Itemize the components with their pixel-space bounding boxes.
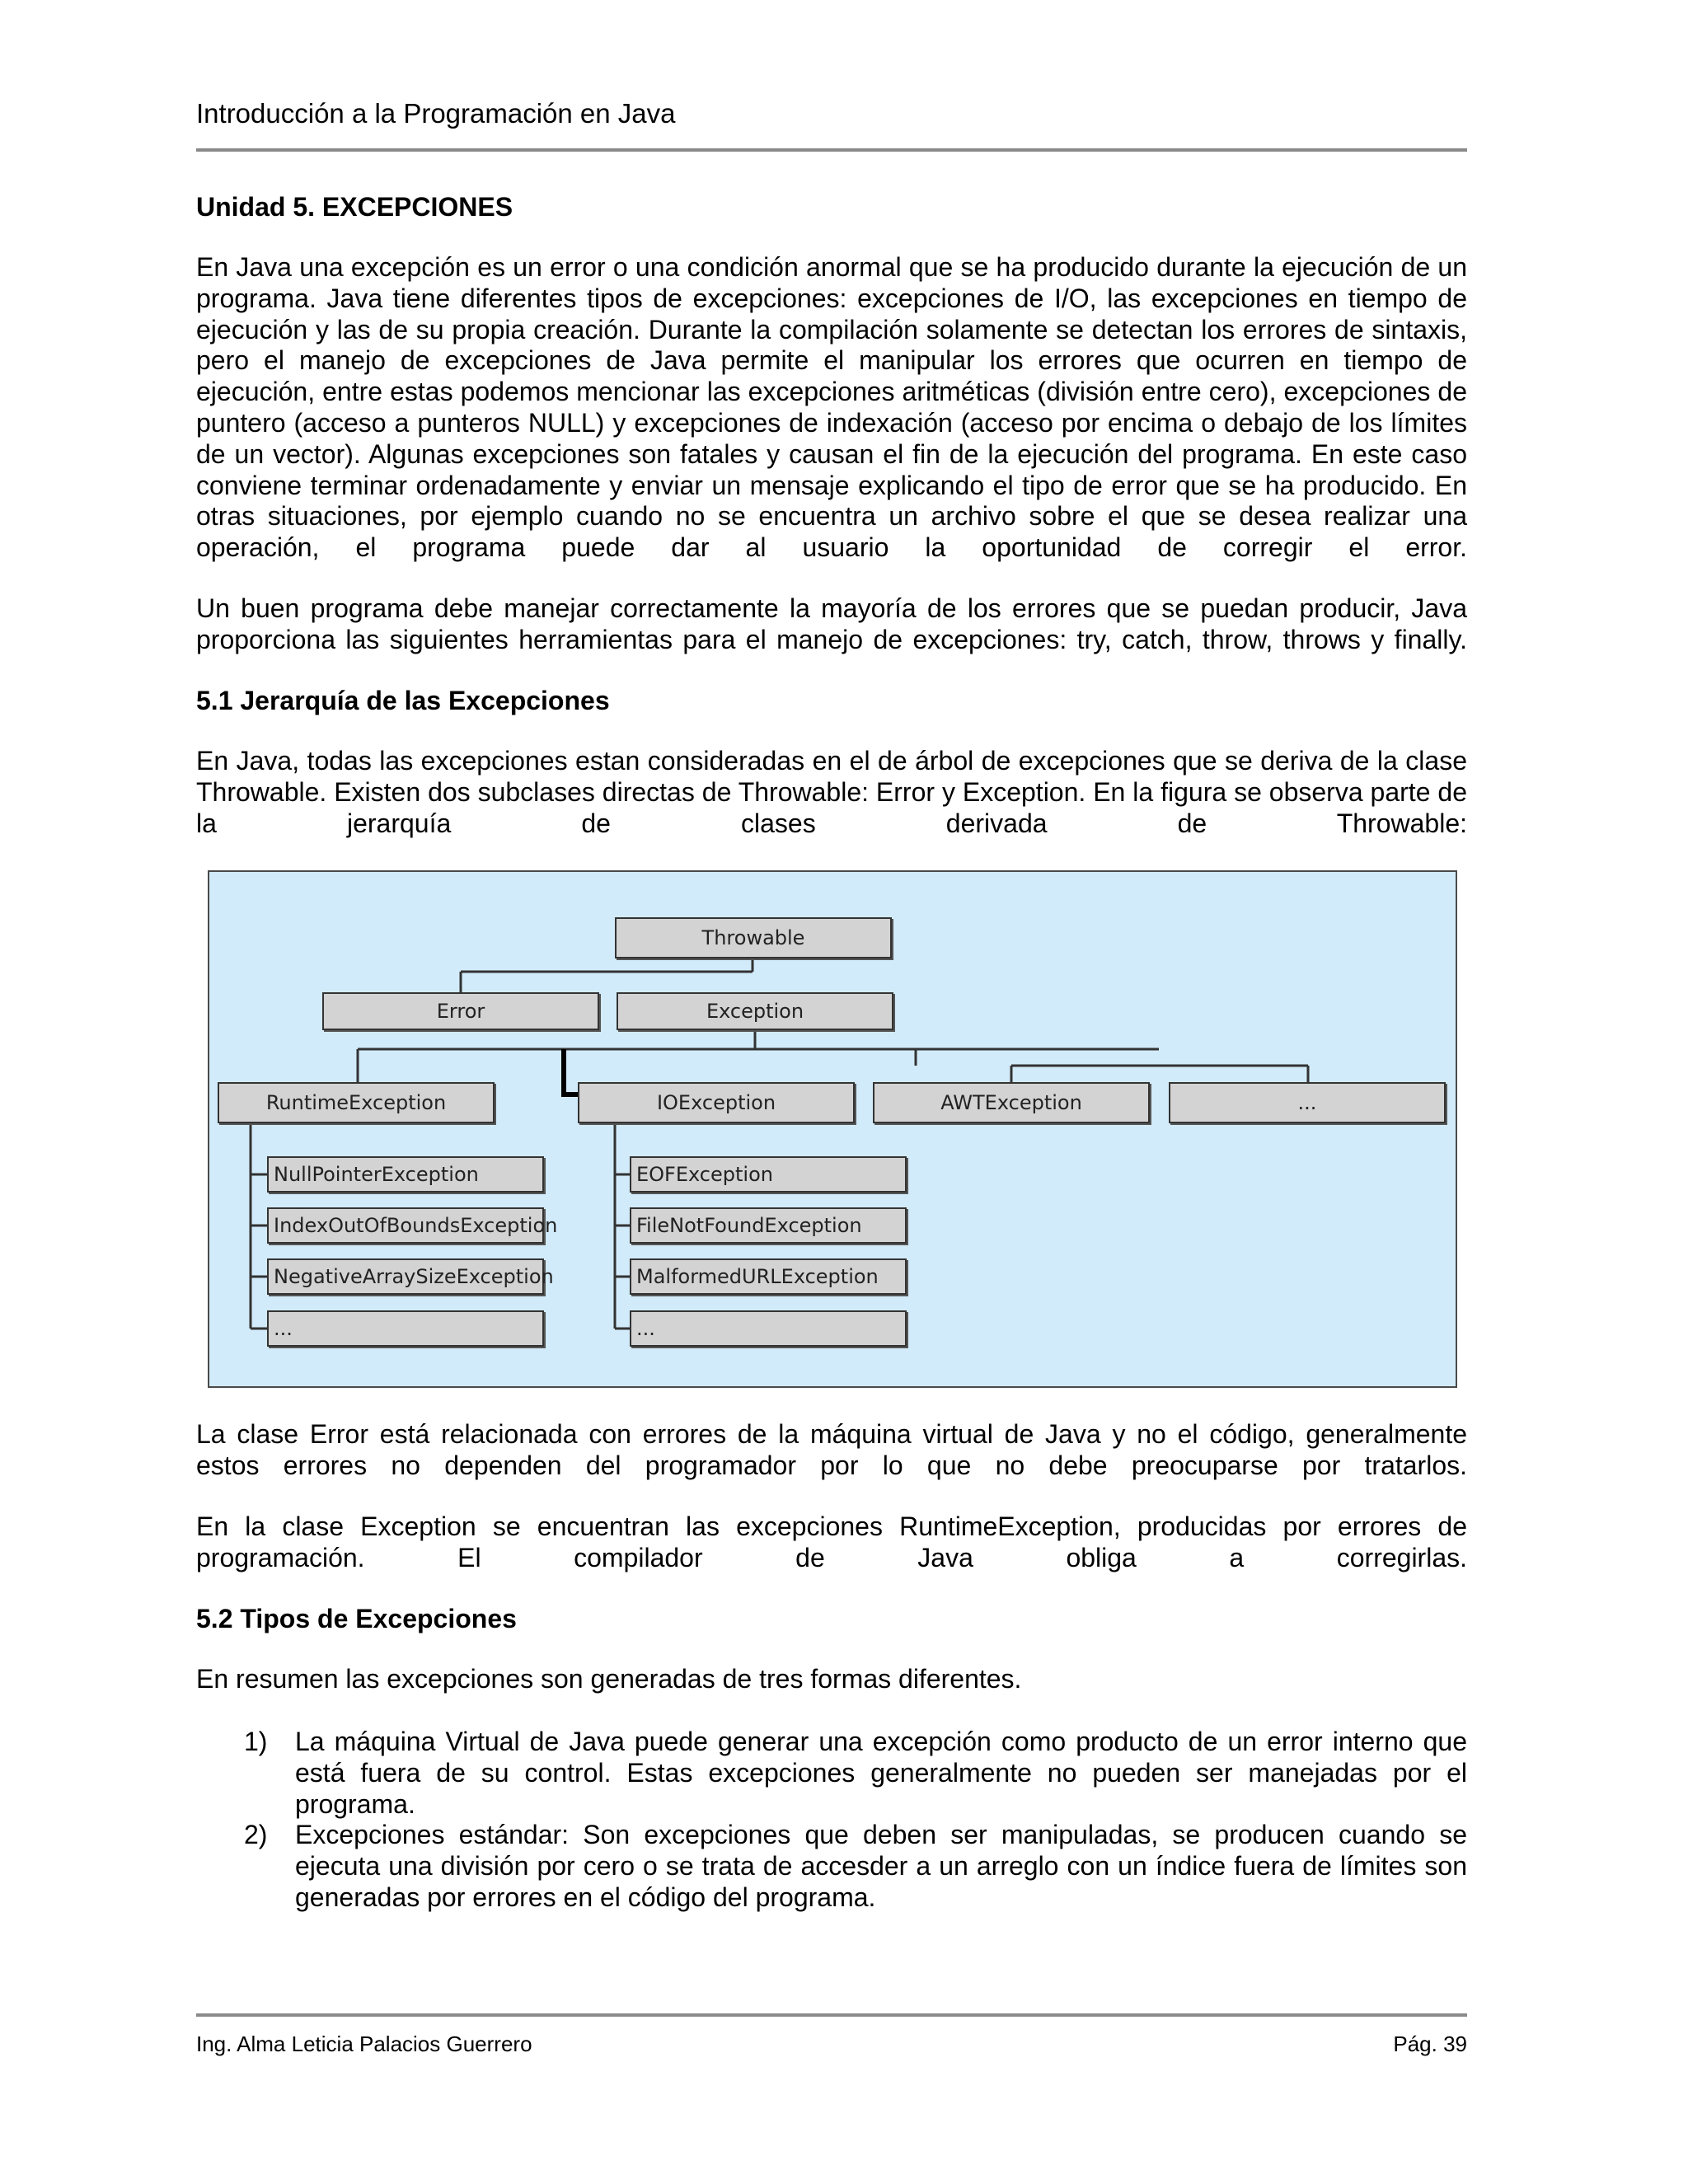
footer-page-number: Pág. 39: [1393, 2032, 1467, 2056]
section-2-intro: En resumen las excepciones son generadas de tres formas diferentes.: [196, 1664, 1022, 1694]
header-rule: [196, 148, 1467, 152]
node-throwable: Throwable: [615, 917, 892, 958]
section-1-paragraph-1: En Java, todas las excepciones estan consideradas en el de árbol de excepciones que se deriva de la clase Throwable. Existen dos subclases directas de Throwable: Error y Exception. En la figura se observa parte de la jerarquía de clases derivada de Throwable:: [196, 746, 1467, 838]
section-1-paragraph-2: La clase Error está relacionada con errores de la máquina virtual de Java y no el código, generalmente estos errores no dependen del programador por lo que no debe preocuparse por tratarlos.: [196, 1419, 1467, 1481]
exception-sources-list: [196, 1727, 1467, 1914]
page-header-title: Introducción a la Programación en Java: [196, 98, 676, 129]
node-awt-exception: AWTException: [873, 1082, 1150, 1123]
footer-rule: [196, 2013, 1467, 2017]
exception-hierarchy-diagram: [208, 870, 1457, 1388]
list-item: [196, 1727, 1467, 1820]
list-item-text: Excepciones estándar: Son excepciones que deben ser manipuladas, se producen cuando se ejecuta una división por cero o se trata de accesder a un arreglo con un índice fuera de límites son generadas por errores en el código del programa.: [295, 1820, 1467, 1912]
node-io-more: ...: [630, 1310, 907, 1347]
unit-title: Unidad 5. EXCEPCIONES: [196, 192, 513, 222]
page-content: [196, 191, 1467, 1914]
node-eof-exception: EOFException: [630, 1156, 907, 1193]
node-exception: Exception: [617, 992, 893, 1030]
list-item-text: La máquina Virtual de Java puede generar una excepción como producto de un error interno que está fuera de su control. Estas excepciones generalmente no pueden ser manejadas por el programa.: [295, 1726, 1467, 1819]
node-error: Error: [322, 992, 599, 1030]
section-2-title: 5.2 Tipos de Excepciones: [196, 1604, 517, 1634]
unit-paragraph-2: Un buen programa debe manejar correctamente la mayoría de los errores que se puedan producir, Java proporciona las siguientes herramientas para el manejo de excepciones: try, catch, throw, throws y finally.: [196, 593, 1467, 654]
node-negative-array-size-exception: NegativeArraySizeException: [267, 1258, 544, 1295]
node-malformed-url-exception: MalformedURLException: [630, 1258, 907, 1295]
section-1-paragraph-3: En la clase Exception se encuentran las excepciones RuntimeException, producidas por errores de programación. El compilador de Java obliga a corregirlas.: [196, 1511, 1467, 1572]
list-item-number: 2): [244, 1820, 268, 1850]
node-index-out-of-bounds-exception: IndexOutOfBoundsException: [267, 1207, 544, 1244]
connector-to-ioexception: [564, 1049, 579, 1094]
list-item: [196, 1820, 1467, 1913]
node-io-exception: IOException: [578, 1082, 855, 1123]
node-runtime-more: ...: [267, 1310, 544, 1347]
node-more-exceptions: ...: [1169, 1082, 1446, 1123]
list-item-number: 1): [244, 1726, 268, 1756]
footer-author: Ing. Alma Leticia Palacios Guerrero: [196, 2032, 532, 2056]
section-1-title: 5.1 Jerarquía de las Excepciones: [196, 686, 610, 716]
unit-paragraph-1: En Java una excepción es un error o una condición anormal que se ha producido durante la ejecución de un programa. Java tiene diferentes tipos de excepciones: excepciones de I/O, las excepciones en tiempo de ejecución y las de su propia creación. Durante la compilación solamente se detectan los errores de sintaxis, pero el manejo de excepciones de Java permite el manipular los errores que ocurren en tiempo de ejecución, entre estas podemos mencionar las excepciones aritméticas (división entre cero), excepciones de puntero (acceso a punteros NULL) y excepciones de indexación (acceso por encima o debajo de los límites de un vector). Algunas excepciones son fatales y causan el fin de la ejecución del programa. En este caso conviene terminar ordenadamente y enviar un mensaje explicando el tipo de error que se ha producido. En otras situaciones, por ejemplo cuando no se encuentra un archivo sobre el que se desea realizar una operación, el programa puede dar al usuario la oportunidad de corregir el error.: [196, 252, 1467, 563]
node-null-pointer-exception: NullPointerException: [267, 1156, 544, 1193]
node-file-not-found-exception: FileNotFoundException: [630, 1207, 907, 1244]
node-runtime-exception: RuntimeException: [218, 1082, 495, 1123]
